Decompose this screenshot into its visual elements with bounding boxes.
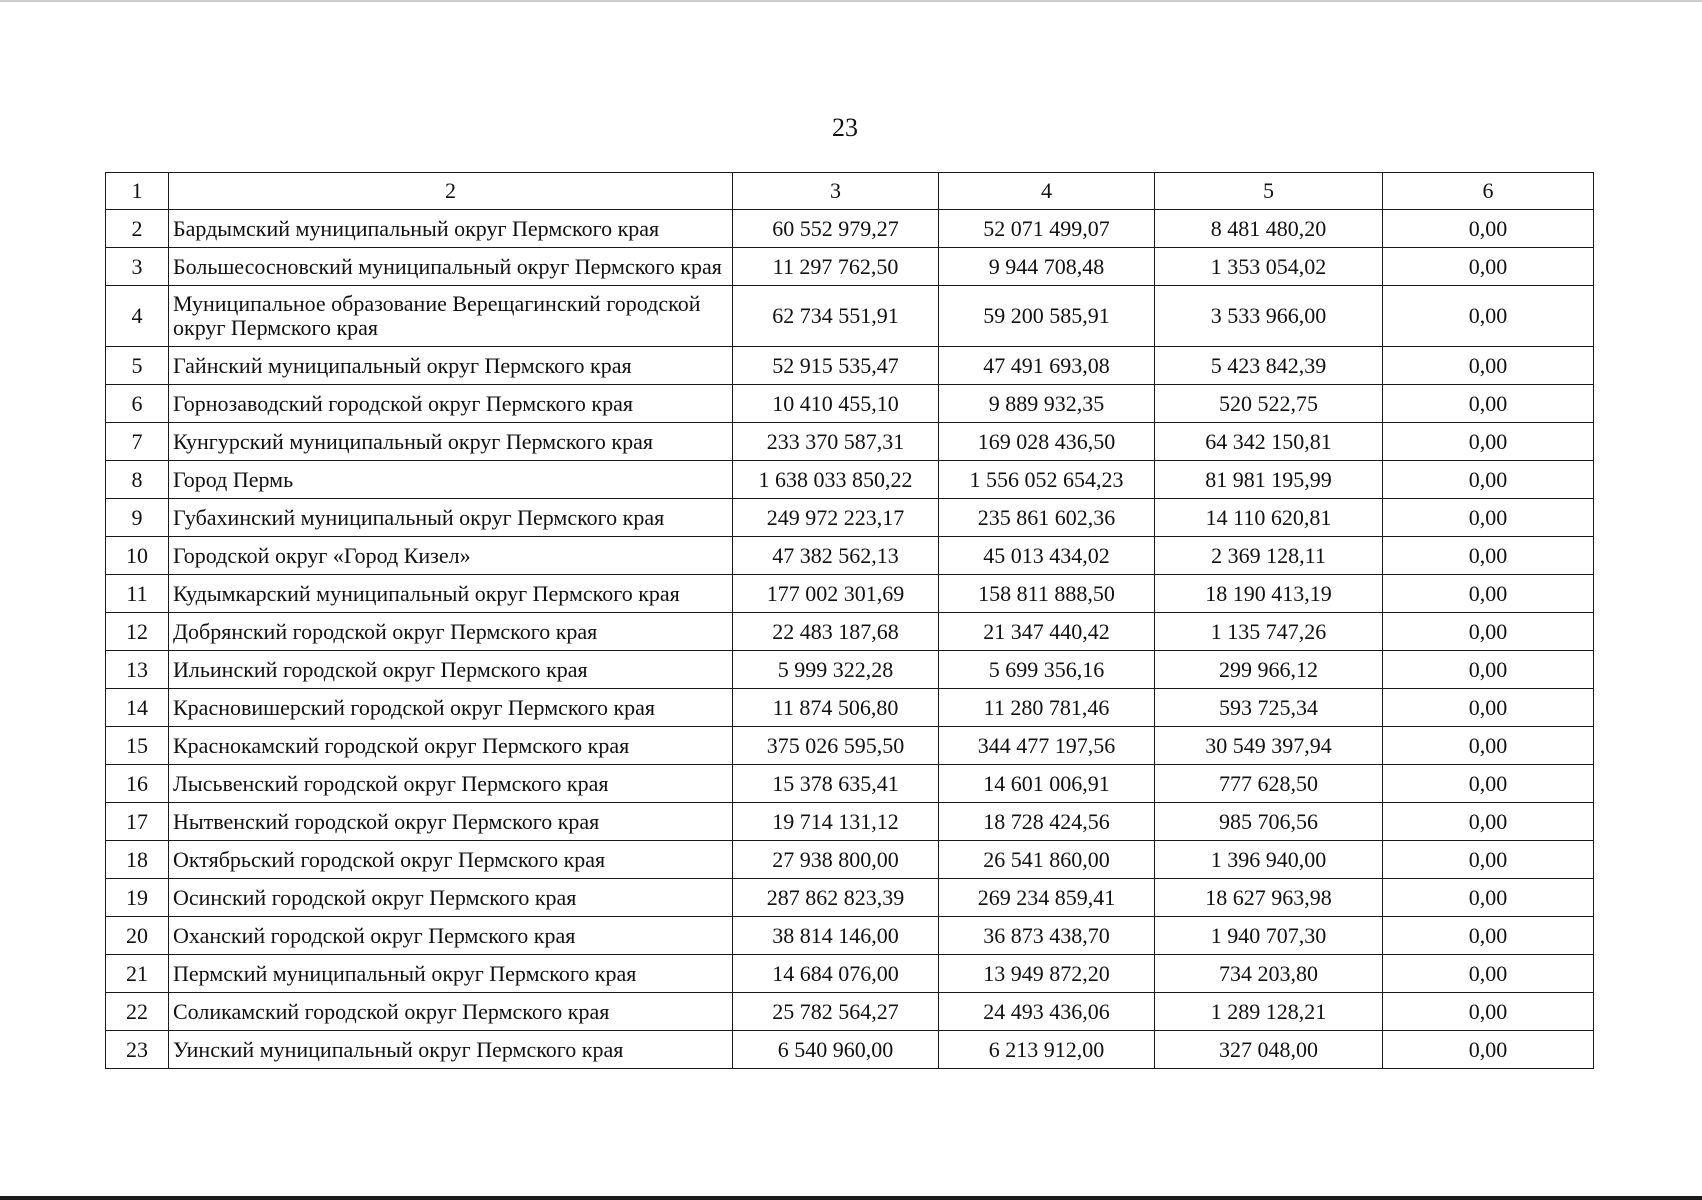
table-row — [106, 841, 1594, 879]
municipality-name: Добрянский городской округ Пермского края — [169, 613, 733, 651]
municipality-name: Октябрьский городской округ Пермского края — [169, 841, 733, 879]
value-col-3: 19 714 131,12 — [733, 803, 939, 841]
value-col-6: 0,00 — [1383, 575, 1594, 613]
row-number: 10 — [106, 537, 169, 575]
value-col-3: 47 382 562,13 — [733, 537, 939, 575]
municipality-name: Город Пермь — [169, 461, 733, 499]
value-col-5: 2 369 128,11 — [1155, 537, 1383, 575]
value-col-3: 52 915 535,47 — [733, 347, 939, 385]
value-col-3: 60 552 979,27 — [733, 210, 939, 248]
municipality-name: Городской округ «Город Кизел» — [169, 537, 733, 575]
municipality-name: Большесосновский муниципальный округ Пермского края — [169, 248, 733, 286]
municipality-name: Красновишерский городской округ Пермского края — [169, 689, 733, 727]
municipality-name: Бардымский муниципальный округ Пермского края — [169, 210, 733, 248]
value-col-4: 11 280 781,46 — [939, 689, 1155, 727]
scan-edge-top — [0, 0, 1702, 2]
value-col-4: 36 873 438,70 — [939, 917, 1155, 955]
row-number: 9 — [106, 499, 169, 537]
value-col-5: 777 628,50 — [1155, 765, 1383, 803]
value-col-6: 0,00 — [1383, 461, 1594, 499]
row-number: 12 — [106, 613, 169, 651]
table-row — [106, 727, 1594, 765]
municipality-name: Соликамский городской округ Пермского края — [169, 993, 733, 1031]
table-row — [106, 613, 1594, 651]
value-col-3: 1 638 033 850,22 — [733, 461, 939, 499]
table-body — [106, 210, 1594, 1069]
row-number: 16 — [106, 765, 169, 803]
value-col-5: 593 725,34 — [1155, 689, 1383, 727]
value-col-3: 14 684 076,00 — [733, 955, 939, 993]
row-number: 6 — [106, 385, 169, 423]
value-col-5: 30 549 397,94 — [1155, 727, 1383, 765]
value-col-6: 0,00 — [1383, 993, 1594, 1031]
value-col-5: 64 342 150,81 — [1155, 423, 1383, 461]
value-col-6: 0,00 — [1383, 841, 1594, 879]
value-col-3: 6 540 960,00 — [733, 1031, 939, 1069]
value-col-3: 287 862 823,39 — [733, 879, 939, 917]
value-col-5: 1 135 747,26 — [1155, 613, 1383, 651]
value-col-3: 27 938 800,00 — [733, 841, 939, 879]
value-col-3: 11 874 506,80 — [733, 689, 939, 727]
value-col-4: 1 556 052 654,23 — [939, 461, 1155, 499]
data-table — [105, 172, 1594, 1069]
row-number: 7 — [106, 423, 169, 461]
row-number: 13 — [106, 651, 169, 689]
municipality-name: Краснокамский городской округ Пермского края — [169, 727, 733, 765]
value-col-5: 1 396 940,00 — [1155, 841, 1383, 879]
row-number: 21 — [106, 955, 169, 993]
value-col-4: 14 601 006,91 — [939, 765, 1155, 803]
value-col-4: 344 477 197,56 — [939, 727, 1155, 765]
row-number: 8 — [106, 461, 169, 499]
value-col-4: 45 013 434,02 — [939, 537, 1155, 575]
municipality-name: Нытвенский городской округ Пермского края — [169, 803, 733, 841]
scan-edge-bottom — [0, 1196, 1702, 1200]
value-col-5: 8 481 480,20 — [1155, 210, 1383, 248]
value-col-6: 0,00 — [1383, 423, 1594, 461]
value-col-3: 22 483 187,68 — [733, 613, 939, 651]
value-col-4: 59 200 585,91 — [939, 286, 1155, 347]
column-header-4: 4 — [939, 173, 1155, 210]
value-col-3: 375 026 595,50 — [733, 727, 939, 765]
value-col-4: 21 347 440,42 — [939, 613, 1155, 651]
value-col-3: 38 814 146,00 — [733, 917, 939, 955]
value-col-3: 11 297 762,50 — [733, 248, 939, 286]
municipality-name: Пермский муниципальный округ Пермского края — [169, 955, 733, 993]
municipality-name: Лысьвенский городской округ Пермского края — [169, 765, 733, 803]
row-number: 14 — [106, 689, 169, 727]
value-col-4: 26 541 860,00 — [939, 841, 1155, 879]
column-header-2: 2 — [169, 173, 733, 210]
row-number: 18 — [106, 841, 169, 879]
value-col-5: 1 353 054,02 — [1155, 248, 1383, 286]
value-col-5: 18 190 413,19 — [1155, 575, 1383, 613]
table-row — [106, 347, 1594, 385]
municipality-name: Гайнский муниципальный округ Пермского края — [169, 347, 733, 385]
value-col-3: 10 410 455,10 — [733, 385, 939, 423]
value-col-6: 0,00 — [1383, 727, 1594, 765]
value-col-3: 249 972 223,17 — [733, 499, 939, 537]
table-row — [106, 765, 1594, 803]
value-col-5: 18 627 963,98 — [1155, 879, 1383, 917]
value-col-6: 0,00 — [1383, 210, 1594, 248]
value-col-6: 0,00 — [1383, 651, 1594, 689]
value-col-6: 0,00 — [1383, 917, 1594, 955]
value-col-3: 5 999 322,28 — [733, 651, 939, 689]
row-number: 20 — [106, 917, 169, 955]
municipality-name: Оханский городской округ Пермского края — [169, 917, 733, 955]
row-number: 19 — [106, 879, 169, 917]
value-col-3: 25 782 564,27 — [733, 993, 939, 1031]
value-col-3: 62 734 551,91 — [733, 286, 939, 347]
value-col-4: 24 493 436,06 — [939, 993, 1155, 1031]
value-col-4: 18 728 424,56 — [939, 803, 1155, 841]
table-row — [106, 461, 1594, 499]
table-row — [106, 423, 1594, 461]
value-col-4: 47 491 693,08 — [939, 347, 1155, 385]
value-col-4: 158 811 888,50 — [939, 575, 1155, 613]
value-col-6: 0,00 — [1383, 879, 1594, 917]
row-number: 17 — [106, 803, 169, 841]
value-col-6: 0,00 — [1383, 689, 1594, 727]
row-number: 3 — [106, 248, 169, 286]
value-col-5: 520 522,75 — [1155, 385, 1383, 423]
row-number: 11 — [106, 575, 169, 613]
value-col-4: 169 028 436,50 — [939, 423, 1155, 461]
municipality-name: Ильинский городской округ Пермского края — [169, 651, 733, 689]
value-col-4: 13 949 872,20 — [939, 955, 1155, 993]
value-col-6: 0,00 — [1383, 1031, 1594, 1069]
column-header-6: 6 — [1383, 173, 1594, 210]
table-row — [106, 879, 1594, 917]
table-row — [106, 537, 1594, 575]
municipality-name: Муниципальное образование Верещагинский городской округ Пермского края — [169, 286, 733, 347]
value-col-6: 0,00 — [1383, 765, 1594, 803]
table-row — [106, 803, 1594, 841]
value-col-6: 0,00 — [1383, 248, 1594, 286]
value-col-5: 5 423 842,39 — [1155, 347, 1383, 385]
municipality-name: Уинский муниципальный округ Пермского края — [169, 1031, 733, 1069]
value-col-3: 177 002 301,69 — [733, 575, 939, 613]
value-col-5: 985 706,56 — [1155, 803, 1383, 841]
table-row — [106, 575, 1594, 613]
value-col-6: 0,00 — [1383, 613, 1594, 651]
value-col-5: 1 289 128,21 — [1155, 993, 1383, 1031]
table-row — [106, 917, 1594, 955]
table-row — [106, 286, 1594, 347]
value-col-6: 0,00 — [1383, 499, 1594, 537]
value-col-6: 0,00 — [1383, 537, 1594, 575]
row-number: 2 — [106, 210, 169, 248]
value-col-5: 734 203,80 — [1155, 955, 1383, 993]
value-col-5: 3 533 966,00 — [1155, 286, 1383, 347]
municipality-name: Кунгурский муниципальный округ Пермского края — [169, 423, 733, 461]
value-col-6: 0,00 — [1383, 347, 1594, 385]
page-number: 23 — [832, 113, 858, 142]
value-col-5: 14 110 620,81 — [1155, 499, 1383, 537]
value-col-3: 15 378 635,41 — [733, 765, 939, 803]
table-row — [106, 689, 1594, 727]
row-number: 15 — [106, 727, 169, 765]
row-number: 5 — [106, 347, 169, 385]
row-number: 22 — [106, 993, 169, 1031]
municipality-name: Горнозаводский городской округ Пермского края — [169, 385, 733, 423]
value-col-4: 9 889 932,35 — [939, 385, 1155, 423]
value-col-5: 327 048,00 — [1155, 1031, 1383, 1069]
value-col-6: 0,00 — [1383, 385, 1594, 423]
column-header-1: 1 — [106, 173, 169, 210]
value-col-6: 0,00 — [1383, 286, 1594, 347]
value-col-6: 0,00 — [1383, 803, 1594, 841]
value-col-4: 5 699 356,16 — [939, 651, 1155, 689]
table-row — [106, 499, 1594, 537]
value-col-5: 81 981 195,99 — [1155, 461, 1383, 499]
table-row — [106, 1031, 1594, 1069]
value-col-4: 9 944 708,48 — [939, 248, 1155, 286]
municipality-name: Кудымкарский муниципальный округ Пермского края — [169, 575, 733, 613]
value-col-4: 269 234 859,41 — [939, 879, 1155, 917]
column-header-3: 3 — [733, 173, 939, 210]
table-row — [106, 385, 1594, 423]
row-number: 4 — [106, 286, 169, 347]
table-row — [106, 248, 1594, 286]
value-col-5: 1 940 707,30 — [1155, 917, 1383, 955]
table-row — [106, 210, 1594, 248]
value-col-3: 233 370 587,31 — [733, 423, 939, 461]
municipality-name: Осинский городской округ Пермского края — [169, 879, 733, 917]
column-header-5: 5 — [1155, 173, 1383, 210]
value-col-6: 0,00 — [1383, 955, 1594, 993]
table-row — [106, 651, 1594, 689]
value-col-4: 6 213 912,00 — [939, 1031, 1155, 1069]
municipality-name: Губахинский муниципальный округ Пермского края — [169, 499, 733, 537]
value-col-5: 299 966,12 — [1155, 651, 1383, 689]
row-number: 23 — [106, 1031, 169, 1069]
value-col-4: 235 861 602,36 — [939, 499, 1155, 537]
table-row — [106, 955, 1594, 993]
header-row — [106, 173, 1594, 210]
table-row — [106, 993, 1594, 1031]
value-col-4: 52 071 499,07 — [939, 210, 1155, 248]
